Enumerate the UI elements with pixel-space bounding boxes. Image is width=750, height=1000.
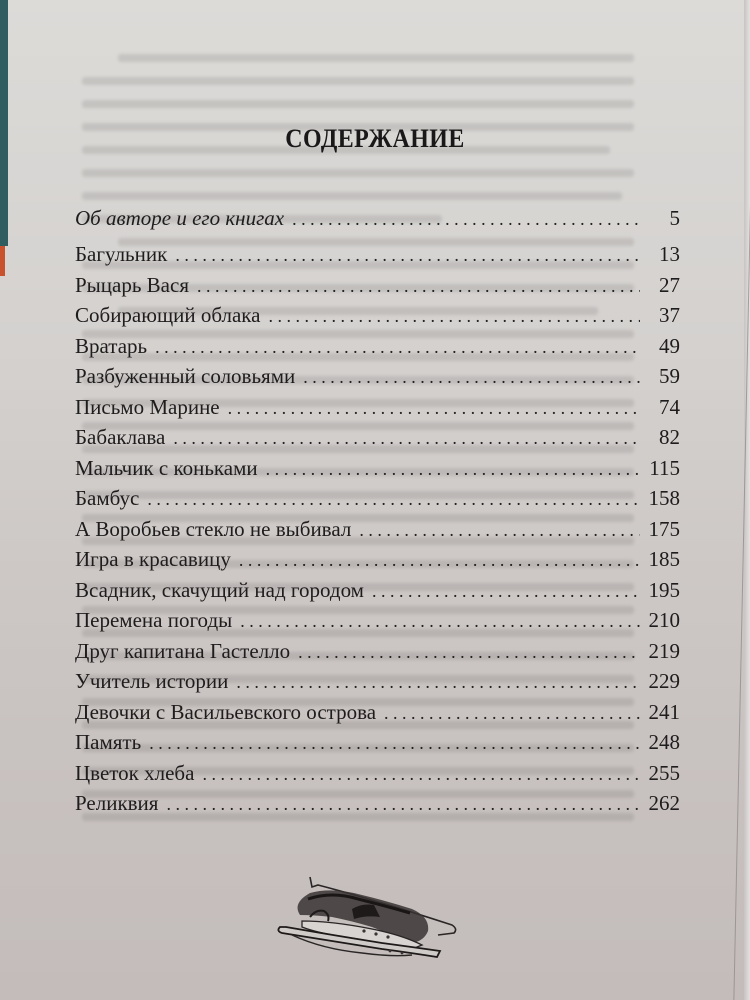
toc-entry[interactable] <box>75 639 680 670</box>
toc-entry-page: 248 <box>648 730 680 754</box>
toc-entry-page: 115 <box>649 455 680 480</box>
toc-entry-page: 255 <box>648 760 680 785</box>
toc-entry-label: Всадник, скачущий над городом <box>75 577 364 602</box>
toc-entry-label: Разбуженный соловьями <box>75 364 296 388</box>
toc-entry-page: 49 <box>659 333 680 358</box>
toc-entry-page: 74 <box>659 394 680 419</box>
dot-leader <box>303 367 640 388</box>
toc-entry-page: 37 <box>659 303 680 327</box>
toc-entry-page: 158 <box>648 486 680 510</box>
ice-skate-icon <box>262 865 472 965</box>
dot-leader <box>173 428 640 449</box>
toc-entry[interactable] <box>75 608 680 639</box>
toc-entry-page: 241 <box>648 699 680 724</box>
toc-entry[interactable] <box>75 578 680 609</box>
toc-entry-page: 82 <box>659 425 680 449</box>
dot-leader <box>292 209 640 230</box>
dot-leader <box>298 642 640 663</box>
table-of-contents <box>75 206 680 822</box>
dot-leader <box>359 520 640 541</box>
toc-entry[interactable] <box>75 547 680 578</box>
toc-entry-label: Собирающий облака <box>75 303 261 327</box>
dot-leader <box>236 672 640 693</box>
dot-leader <box>269 306 640 327</box>
toc-entry-label: Об авторе и его книгах <box>75 206 285 230</box>
dot-leader <box>266 459 640 480</box>
toc-entry-page: 262 <box>648 791 680 815</box>
toc-entry-intro[interactable] <box>75 206 680 242</box>
toc-entry-label: Память <box>75 730 142 754</box>
toc-entry[interactable] <box>75 730 680 761</box>
toc-entry-page: 195 <box>648 577 680 602</box>
toc-entry-page: 13 <box>659 242 680 266</box>
toc-entry[interactable] <box>75 303 680 334</box>
dot-leader <box>175 245 640 266</box>
toc-entry[interactable] <box>75 486 680 517</box>
toc-entry-label: Письмо Марине <box>75 394 220 419</box>
toc-entry-label: Учитель истории <box>75 669 229 693</box>
toc-entry-label: Вратарь <box>75 333 148 358</box>
toc-entry[interactable] <box>75 334 680 365</box>
page-edges <box>744 0 750 1000</box>
page-title: СОДЕРЖАНИЕ <box>285 124 465 153</box>
toc-entry-page: 175 <box>648 516 680 541</box>
dot-leader <box>147 489 640 510</box>
toc-entry[interactable] <box>75 395 680 426</box>
toc-entry-label: Рыцарь Вася <box>75 272 189 297</box>
toc-entry-label: Бабаклава <box>75 425 166 449</box>
toc-entry[interactable] <box>75 364 680 395</box>
book-cover-accent <box>0 246 5 276</box>
toc-entry-page: 27 <box>659 272 680 297</box>
toc-entry-label: Реликвия <box>75 791 159 815</box>
toc-entry-label: Друг капитана Гастелло <box>75 638 291 663</box>
toc-entry-page: 229 <box>648 669 680 693</box>
toc-entry[interactable] <box>75 425 680 456</box>
toc-entry-label: Багульник <box>75 242 168 266</box>
toc-entry[interactable] <box>75 761 680 792</box>
toc-entry-page: 185 <box>648 547 680 571</box>
toc-entry[interactable] <box>75 517 680 548</box>
toc-entry-label: Мальчик с коньками <box>75 455 258 480</box>
dot-leader <box>202 764 640 785</box>
toc-entry-label: Перемена погоды <box>75 608 233 632</box>
dot-leader <box>149 733 640 754</box>
toc-entry[interactable] <box>75 456 680 487</box>
toc-entry[interactable] <box>75 242 680 273</box>
dot-leader <box>239 550 640 571</box>
dot-leader <box>166 794 640 815</box>
dot-leader <box>240 611 640 632</box>
toc-entry[interactable] <box>75 700 680 731</box>
toc-entry-label: Бамбус <box>75 486 140 510</box>
toc-entry-page: 219 <box>648 638 680 663</box>
toc-entry[interactable] <box>75 791 680 822</box>
dot-leader <box>155 337 640 358</box>
dot-leader <box>228 398 640 419</box>
toc-entry-page: 210 <box>648 608 680 632</box>
book-cover-edge <box>0 0 8 246</box>
toc-entry[interactable] <box>75 273 680 304</box>
dot-leader <box>197 276 640 297</box>
dot-leader <box>372 581 640 602</box>
toc-entry-label: Девочки с Васильевского острова <box>75 699 377 724</box>
toc-entry-label: Игра в красавицу <box>75 547 231 571</box>
dot-leader <box>384 703 640 724</box>
toc-entry-page: 5 <box>669 206 680 230</box>
toc-entry-page: 59 <box>659 364 680 388</box>
toc-entry[interactable] <box>75 669 680 700</box>
toc-entry-label: Цветок хлеба <box>75 760 195 785</box>
toc-entry-label: А Воробьев стекло не выбивал <box>75 516 352 541</box>
